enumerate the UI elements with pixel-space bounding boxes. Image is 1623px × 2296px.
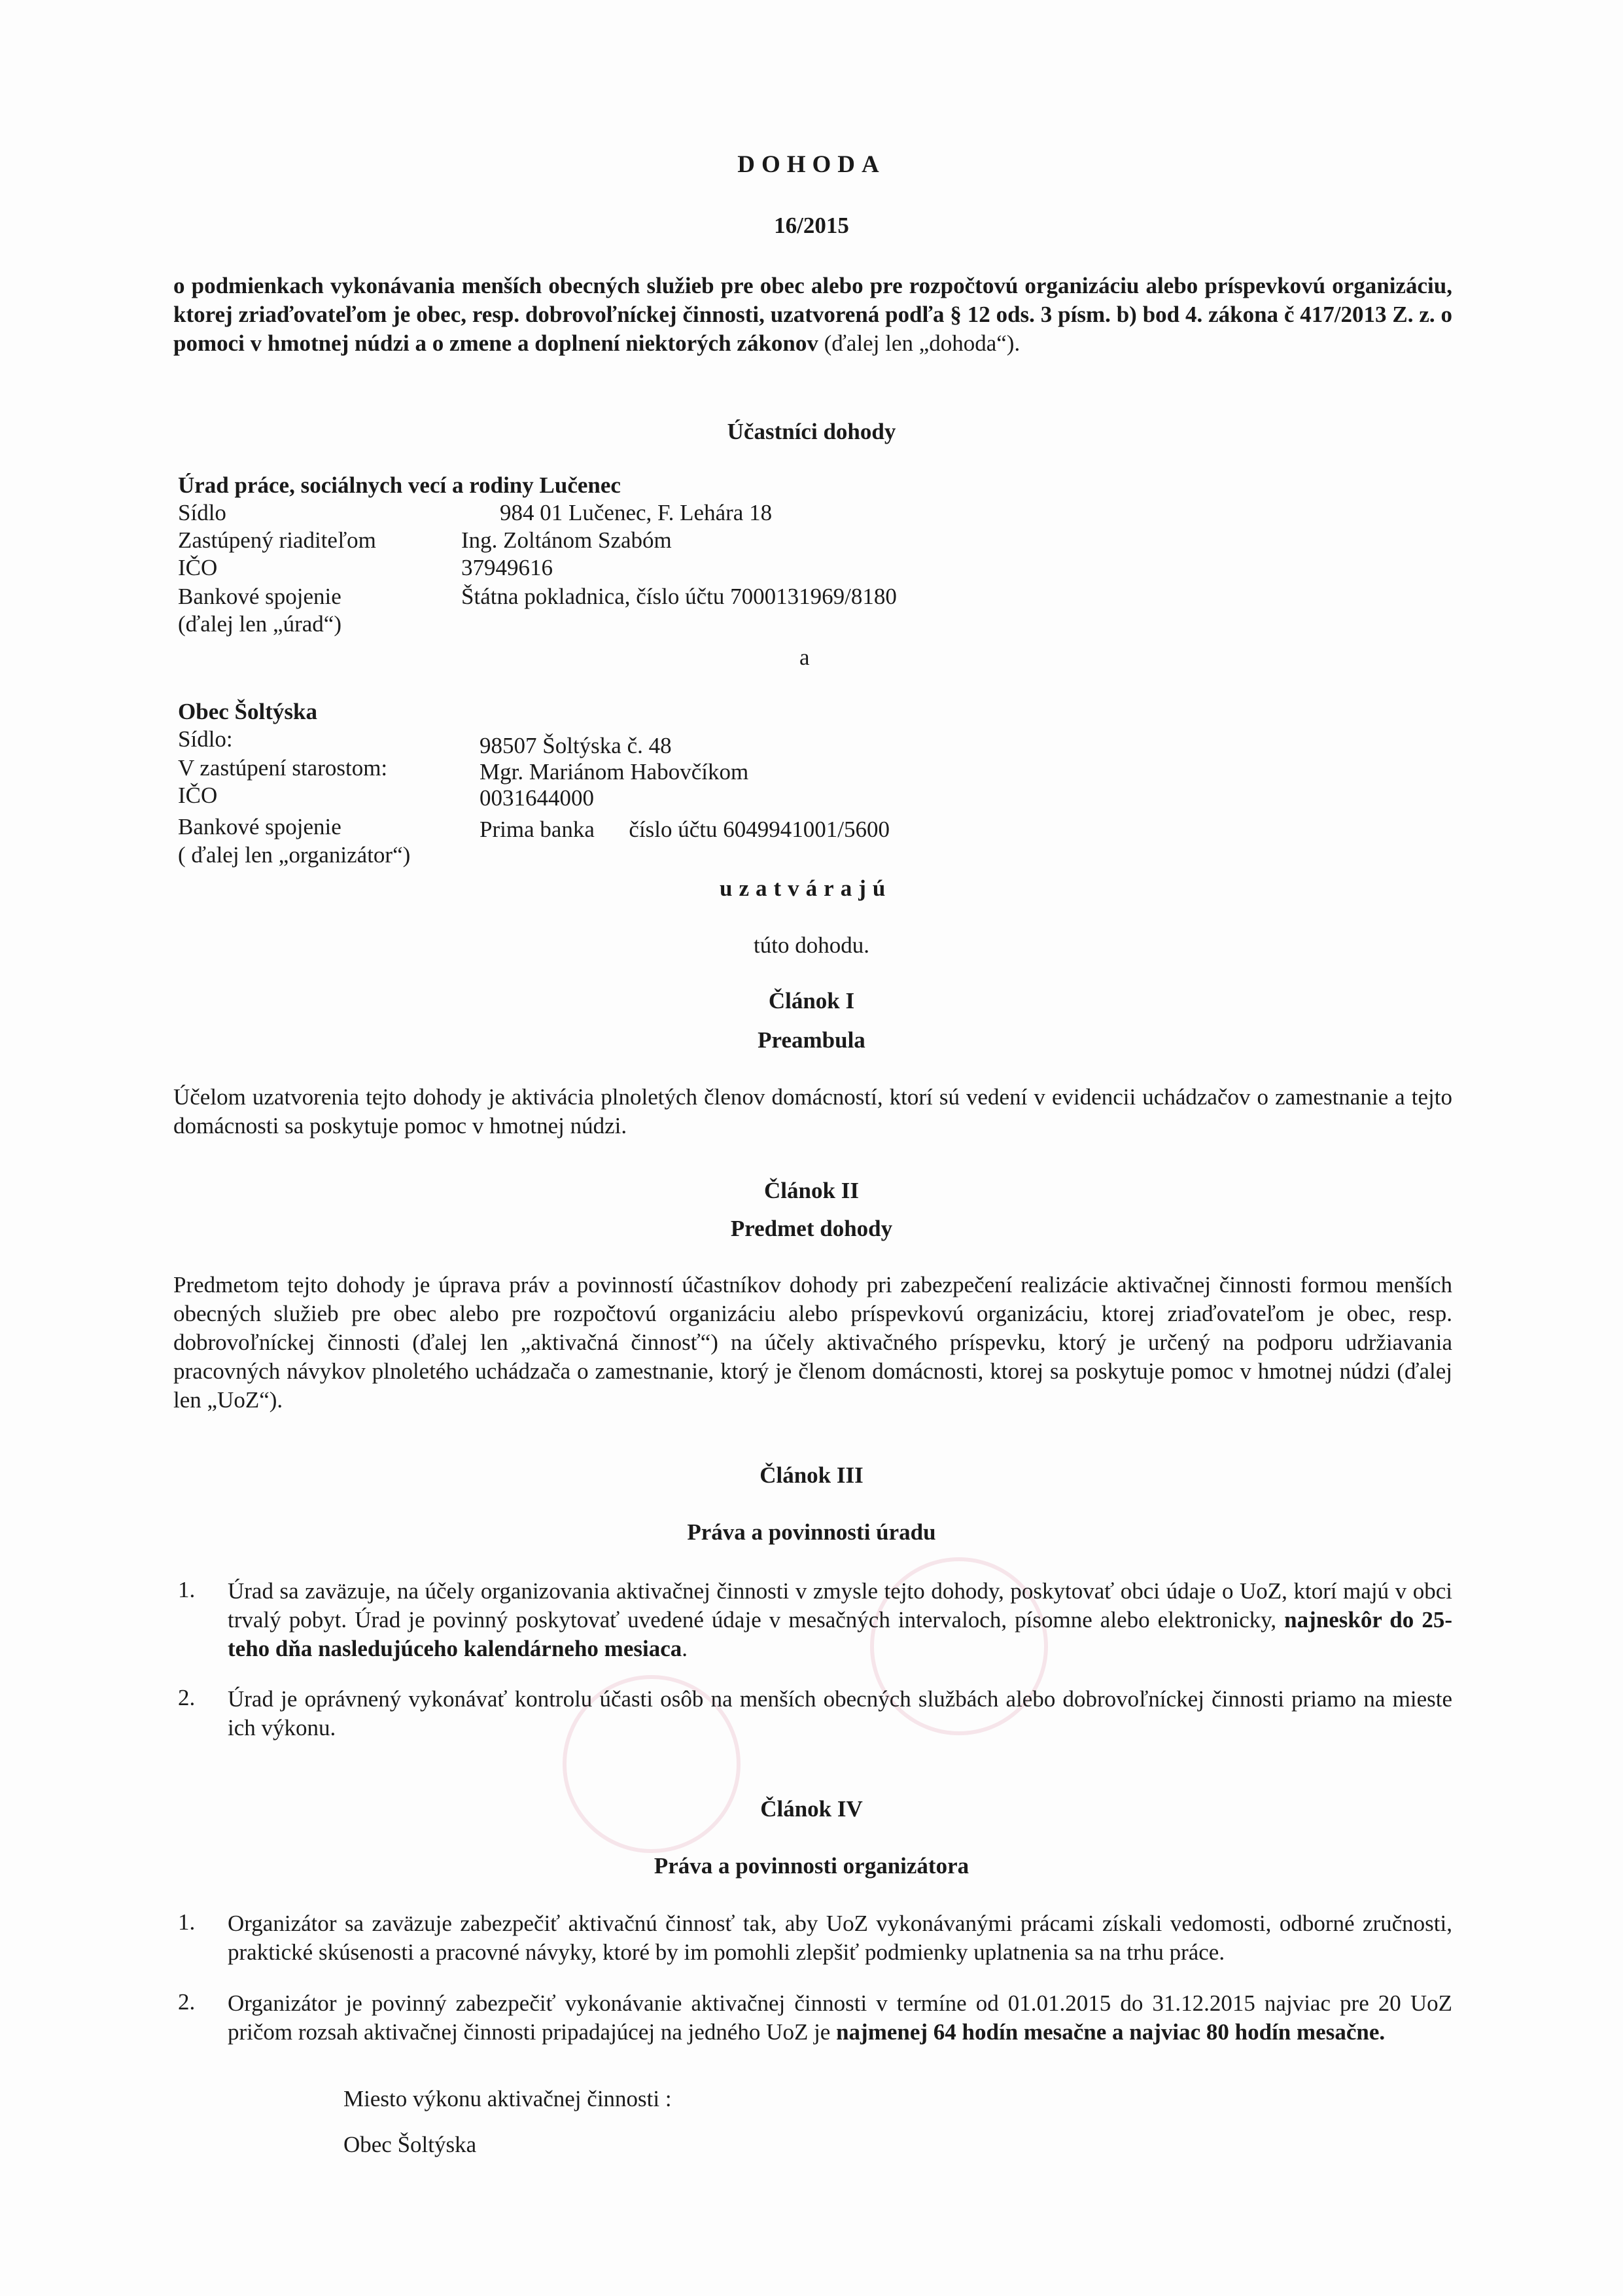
- article-1-title: Článok I: [768, 988, 855, 1014]
- organizer-value-representative: Mgr. Mariánom Habovčíkom: [480, 759, 749, 785]
- article-1-subtitle: Preambula: [758, 1027, 865, 1053]
- article-4-item-2-number: 2.: [178, 1989, 196, 2015]
- item-text-part: Organizátor je povinný zabezpečiť vykonávanie aktivačnej činnosti v termíne od 01.01.2015 do 31.12.2015 najviac pre 20 UoZ pričom rozsah aktivačnej činnosti pripadajúcej na jedného UoZ je: [228, 1990, 1452, 2045]
- article-4-item-1-number: 1.: [178, 1909, 196, 1935]
- article-4-title: Článok IV: [760, 1796, 863, 1822]
- organizer-label-representative: V zastúpení starostom:: [178, 755, 388, 781]
- article-2-title: Článok II: [764, 1178, 859, 1203]
- article-3-item-2-text: Úrad je oprávnený vykonávať kontrolu účasti osôb na menších obecných službách alebo dobrovoľníckej činnosti priamo na mieste ich výkonu.: [228, 1686, 1452, 1740]
- organizer-value-ico: 0031644000: [480, 785, 594, 811]
- item-text-part: Úrad sa zaväzuje, na účely organizovania aktivačnej činnosti v zmysle tejto dohody, poskytovať obci údaje o UoZ, ktorí majú v obci trvalý pobyt. Úrad je povinný poskytovať uvedené údaje v mesačných intervaloch, písomne alebo elektronicky,: [228, 1578, 1452, 1633]
- article-2-subtitle: Predmet dohody: [730, 1216, 893, 1241]
- article-4-item-2-text: [228, 1989, 1452, 2047]
- organizer-alias: ( ďalej len „organizátor“): [178, 842, 411, 868]
- organizer-name: Obec Šoltýska: [178, 699, 317, 724]
- office-name: Úrad práce, sociálnych vecí a rodiny Lučenec: [178, 472, 621, 498]
- organizer-label-seat: Sídlo:: [178, 726, 233, 752]
- article-3-item-1-text: [228, 1577, 1452, 1663]
- parties-heading: Účastníci dohody: [727, 419, 896, 444]
- office-value-representative: Ing. Zoltánom Szabóm: [461, 527, 672, 553]
- intro-text: o podmienkach vykonávania menších obecných služieb pre obec alebo pre rozpočtovú organizáciu alebo príspevkovú organizáciu, ktorej zriaďovateľom je obec, resp. dobrovoľníckej činnosti, uzatvorená podľa § 12 ods. 3 písm. b) bod 4. zákona č 417/2013 Z. z. o pomoci v hmotnej núdzi a o zmene a doplnení niektorých zákonov: [173, 273, 1452, 356]
- office-label-representative: Zastúpený riaditeľom: [178, 527, 376, 553]
- office-value-bank: Štátna pokladnica, číslo účtu 7000131969/8180: [461, 584, 897, 609]
- office-value-seat: 984 01 Lučenec, F. Lehára 18: [500, 500, 773, 525]
- organizer-value-bank: Prima banka číslo účtu 6049941001/5600: [480, 817, 890, 842]
- organizer-value-seat: 98507 Šoltýska č. 48: [480, 733, 672, 758]
- deadline-emphasis: najneskôr do 25-teho dňa nasledujúceho kalendárneho mesiaca: [228, 1607, 1452, 1661]
- office-label-ico: IČO: [178, 555, 218, 580]
- article-4-item-1-text: Organizátor sa zaväzuje zabezpečiť aktivačnú činnosť tak, aby UoZ vykonávanými prácami získali vedomosti, odborné zručnosti, praktické skúsenosti a pracovné návyky, ktoré by im pomohli zlepšiť podmienky uplatnenia sa na trhu práce.: [228, 1911, 1452, 1965]
- article-4-subtitle: Práva a povinnosti organizátora: [654, 1853, 969, 1879]
- document-number: 16/2015: [774, 213, 849, 238]
- office-label-seat: Sídlo: [178, 500, 226, 525]
- item-text-tail: .: [682, 1636, 688, 1661]
- document-intro: [173, 272, 1452, 358]
- conclude-object: túto dohodu.: [754, 932, 869, 958]
- intro-alias: (ďalej len „dohoda“).: [818, 330, 1021, 356]
- article-2-text: Predmetom tejto dohody je úprava práv a povinností účastníkov dohody pri zabezpečení realizácie aktivačnej činnosti formou menších obecných služieb pre obec alebo pre rozpočtovú organizáciu alebo príspevkovú organizáciu, ktorej zriaďovateľom je obec, resp. dobrovoľníckej činnosti (ďalej len „aktivačná činnosť“) na účely aktivačného príspevku, ktorý je určený na podporu udržiavania pracovných návykov plnoletého uchádzača o zamestnanie, ktorý je členom domácnosti, ktorej sa poskytuje pomoc v hmotnej núdzi (ďalej len „UoZ“).: [173, 1272, 1452, 1413]
- article-3-item-2-number: 2.: [178, 1685, 196, 1710]
- office-label-bank: Bankové spojenie: [178, 584, 341, 609]
- organizer-label-ico: IČO: [178, 783, 218, 808]
- organizer-label-bank: Bankové spojenie: [178, 814, 341, 839]
- article-1-text: Účelom uzatvorenia tejto dohody je aktivácia plnoletých členov domácností, ktorí sú vedení v evidencii uchádzačov o zamestnanie a tejto domácnosti sa poskytuje pomoc v hmotnej núdzi.: [173, 1084, 1452, 1139]
- activation-place-label: Miesto výkonu aktivačnej činnosti :: [343, 2086, 672, 2111]
- and-separator: a: [799, 645, 810, 670]
- hours-emphasis: najmenej 64 hodín mesačne a najviac 80 hodín mesačne.: [836, 2019, 1386, 2045]
- article-3-title: Článok III: [759, 1462, 864, 1488]
- document-title: DOHODA: [737, 151, 886, 178]
- activation-place-value: Obec Šoltýska: [343, 2132, 477, 2157]
- article-3-subtitle: Práva a povinnosti úradu: [687, 1519, 936, 1545]
- office-value-ico: 37949616: [461, 555, 553, 580]
- office-alias: (ďalej len „úrad“): [178, 611, 341, 637]
- conclude-verb: uzatvárajú: [720, 875, 892, 901]
- article-3-item-1-number: 1.: [178, 1577, 196, 1602]
